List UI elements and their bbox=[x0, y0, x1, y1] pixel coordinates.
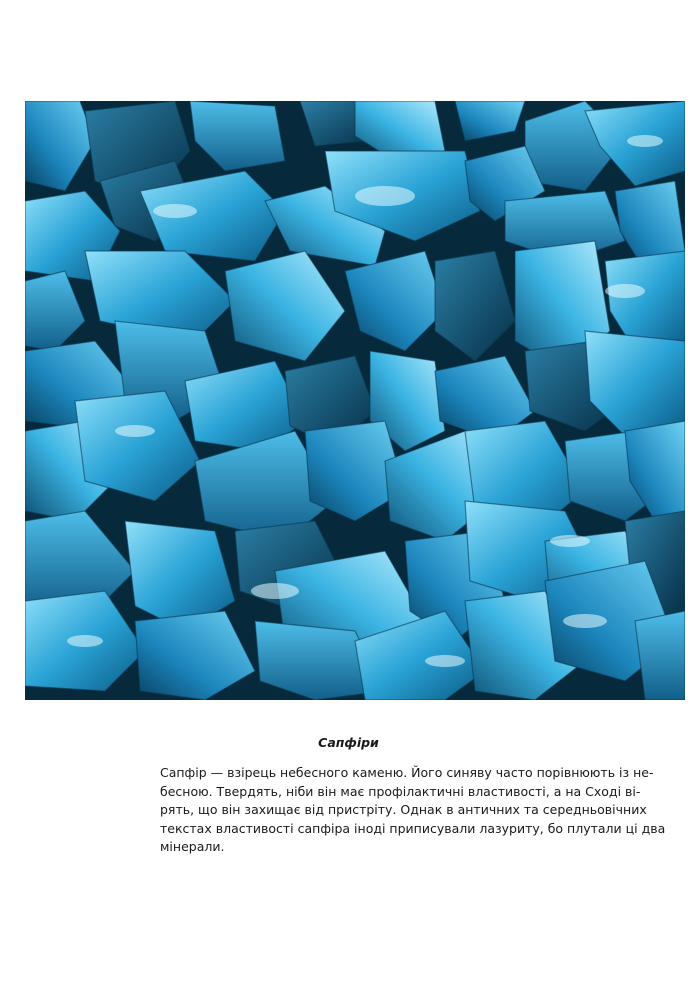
figure-caption: Сапфіри bbox=[318, 735, 379, 750]
paragraph-line: Сапфір — взірець небесного каменю. Його синяву часто порівнюють із не- bbox=[160, 765, 654, 780]
paragraph-line: мінерали. bbox=[160, 839, 225, 855]
paragraph-line: бесною. Твердять, ніби він має профілактичні властивості, а на Сході ві- bbox=[160, 783, 641, 799]
crystal-illustration bbox=[25, 101, 685, 700]
sapphire-photo bbox=[25, 101, 685, 700]
paragraph-line: рять, що він захищає від пристріту. Однак в античних та середньовічних bbox=[160, 802, 647, 818]
body-paragraph bbox=[160, 764, 666, 857]
paragraph-line: текстах властивості сапфіра іноді приписували лазуриту, бо плутали ці два bbox=[160, 820, 666, 836]
